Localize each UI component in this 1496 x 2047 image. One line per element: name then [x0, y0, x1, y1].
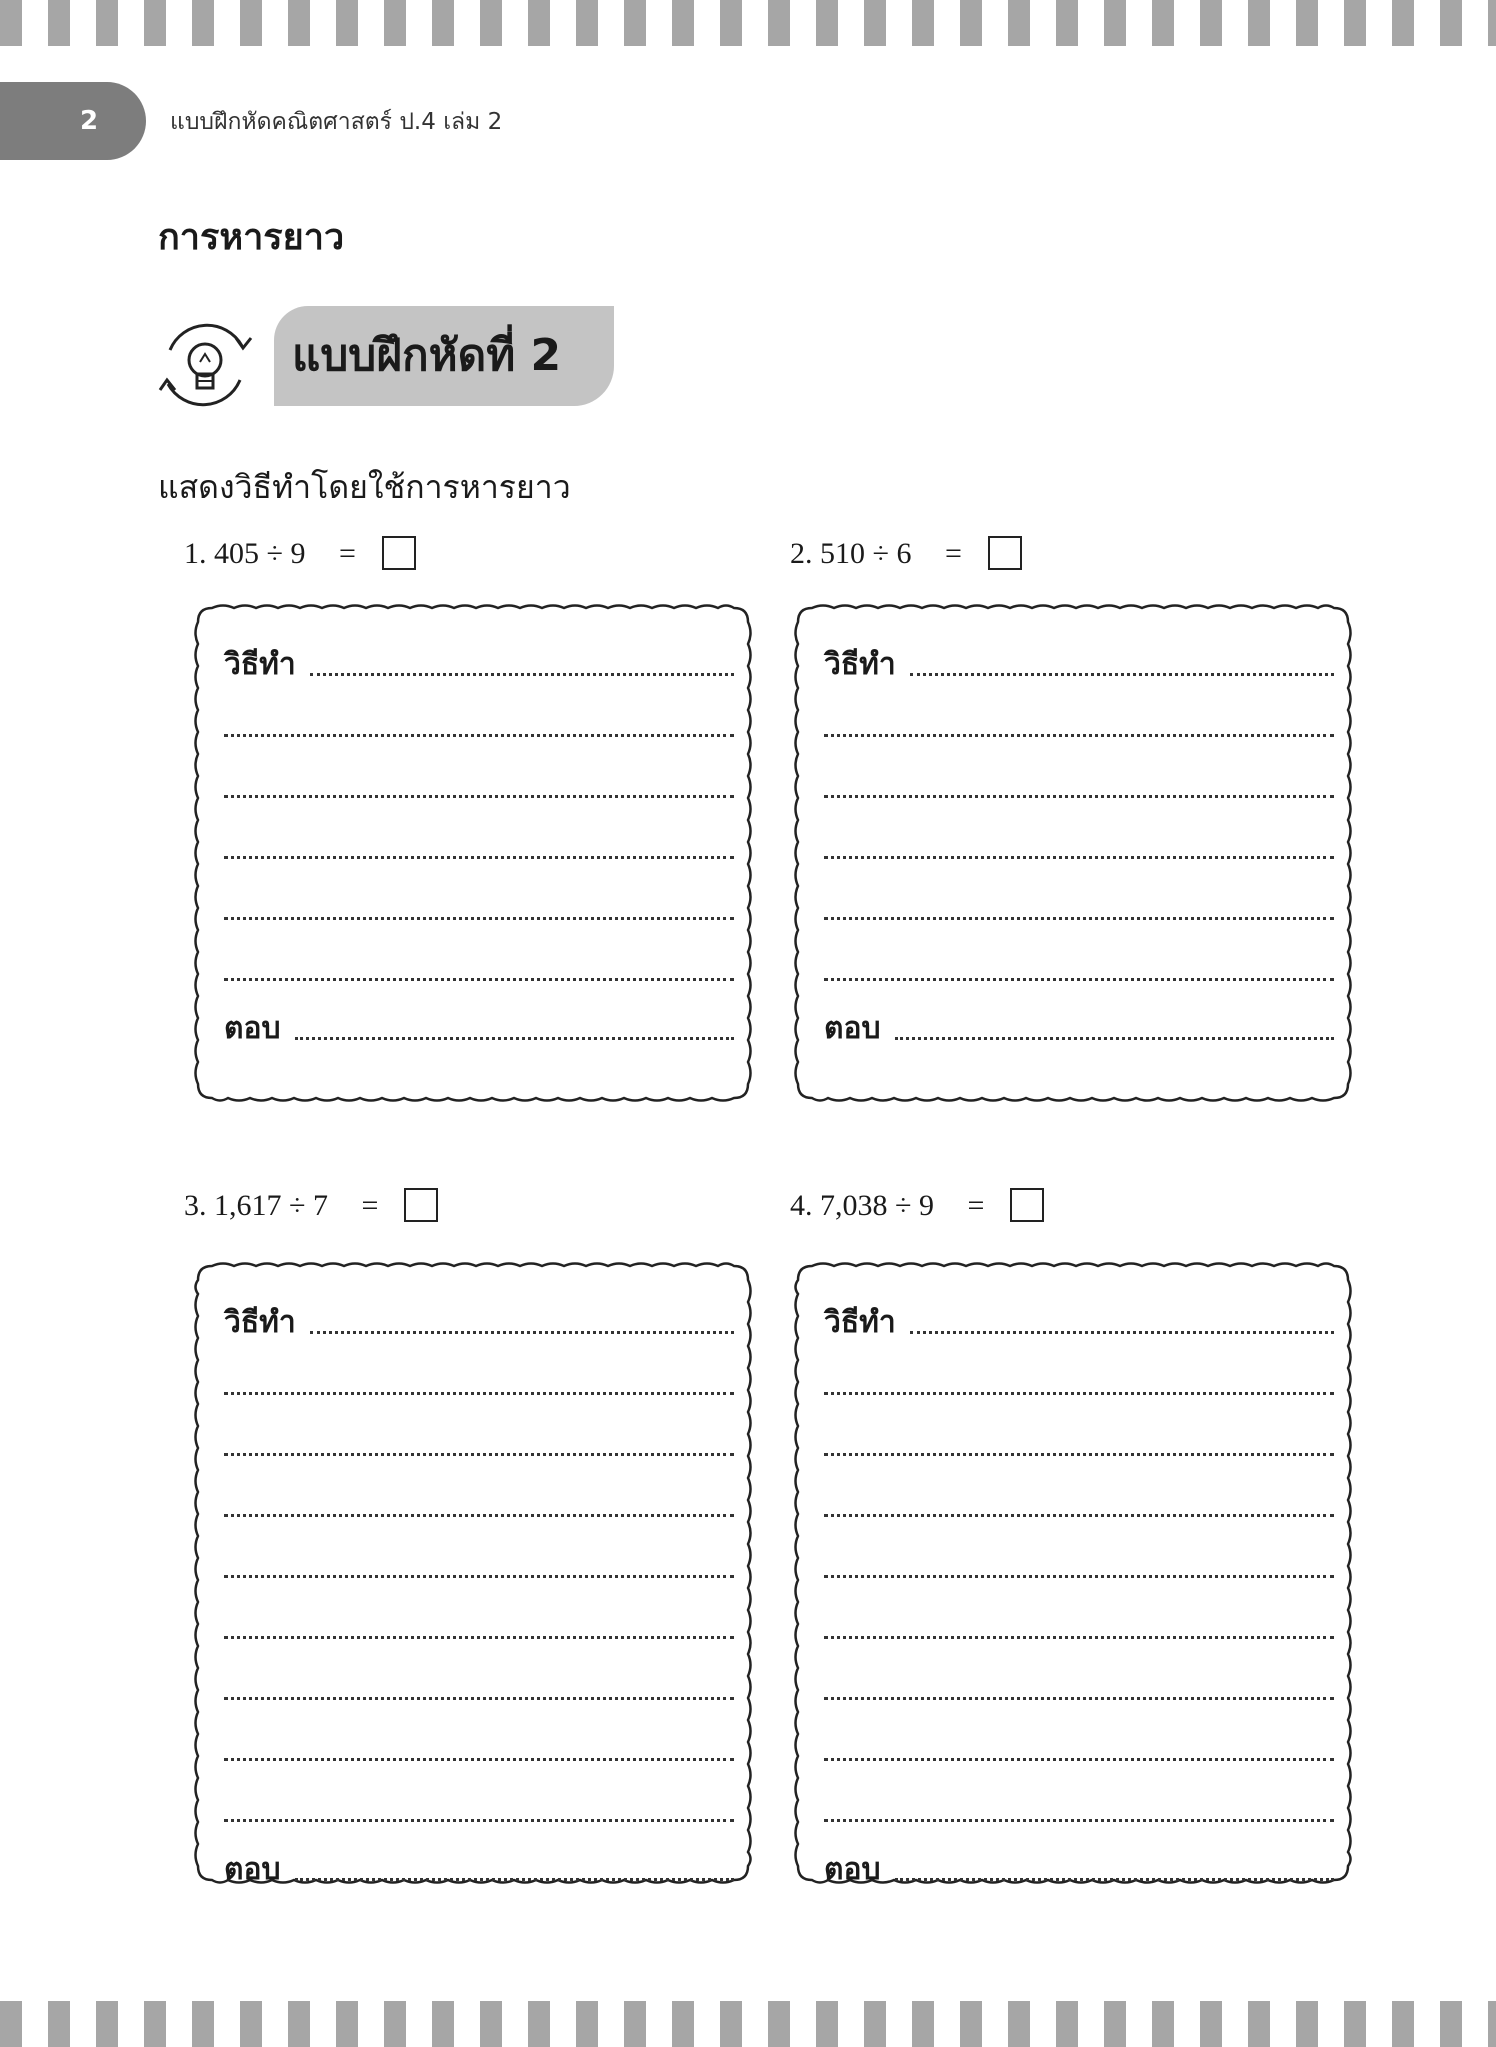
- dotted-writing-line[interactable]: [824, 917, 1334, 920]
- stripe-segment: [768, 0, 790, 46]
- work-box-2: [790, 600, 1356, 1106]
- blank-line[interactable]: [824, 1491, 1334, 1521]
- dotted-writing-line[interactable]: [310, 1331, 734, 1334]
- method-line[interactable]: [824, 1305, 1334, 1340]
- work-box-1: [190, 600, 756, 1106]
- stripe-segment: [960, 0, 982, 46]
- problem-number: 2.: [790, 537, 813, 570]
- blank-line[interactable]: [224, 1369, 734, 1399]
- dotted-writing-line[interactable]: [224, 1392, 734, 1395]
- dotted-writing-line[interactable]: [824, 1636, 1334, 1639]
- stripe-segment: [1344, 0, 1366, 46]
- problem-2: [790, 534, 1022, 574]
- problem-expression: 7,038 ÷ 9: [820, 1189, 934, 1222]
- blank-line[interactable]: [824, 772, 1334, 802]
- section-title: การหารยาว: [158, 217, 345, 258]
- stripe-segment: [1392, 2001, 1414, 2047]
- page-number: 2: [79, 106, 99, 136]
- dotted-writing-line[interactable]: [910, 673, 1334, 676]
- stripe-segment: [1440, 0, 1462, 46]
- stripe-segment: [0, 0, 22, 46]
- stripe-segment: [336, 2001, 358, 2047]
- answer-box[interactable]: [382, 536, 416, 570]
- stripe-segment: [1392, 0, 1414, 46]
- dotted-writing-line[interactable]: [295, 1037, 734, 1040]
- blank-line[interactable]: [224, 955, 734, 985]
- dotted-writing-line[interactable]: [824, 795, 1334, 798]
- dotted-writing-line[interactable]: [224, 1697, 734, 1700]
- blank-line[interactable]: [824, 1613, 1334, 1643]
- equals-sign: =: [338, 537, 356, 570]
- stripe-segment: [1296, 0, 1318, 46]
- blank-line[interactable]: [824, 833, 1334, 863]
- blank-line[interactable]: [224, 1552, 734, 1582]
- exercise-title: แบบฝึกหัดที่ 2: [292, 330, 562, 381]
- stripe-segment: [144, 0, 166, 46]
- blank-line[interactable]: [824, 1552, 1334, 1582]
- dotted-writing-line[interactable]: [224, 1636, 734, 1639]
- stripe-segment: [1344, 2001, 1366, 2047]
- method-label: วิธีทำ: [824, 1305, 896, 1340]
- work-box-4: [790, 1258, 1356, 1888]
- stripe-segment: [432, 2001, 454, 2047]
- stripe-segment: [720, 0, 742, 46]
- blank-line[interactable]: [824, 1796, 1334, 1826]
- equals-sign: =: [944, 537, 962, 570]
- blank-line[interactable]: [224, 1674, 734, 1704]
- work-box-3: [190, 1258, 756, 1888]
- blank-line[interactable]: [224, 1735, 734, 1765]
- method-label: วิธีทำ: [824, 647, 896, 682]
- stripe-segment: [1296, 2001, 1318, 2047]
- equals-sign: =: [361, 1189, 379, 1222]
- bottom-stripe-border: [0, 2001, 1496, 2047]
- stripe-segment: [1008, 0, 1030, 46]
- stripe-segment: [48, 2001, 70, 2047]
- problem-number: 3.: [184, 1189, 207, 1222]
- answer-label: ตอบ: [224, 1011, 281, 1046]
- dotted-writing-line[interactable]: [224, 856, 734, 859]
- stripe-segment: [384, 2001, 406, 2047]
- dotted-writing-line[interactable]: [910, 1331, 1334, 1334]
- dotted-writing-line[interactable]: [224, 917, 734, 920]
- dotted-writing-line[interactable]: [824, 1819, 1334, 1822]
- stripe-segment: [480, 0, 502, 46]
- stripe-segment: [720, 2001, 742, 2047]
- dotted-writing-line[interactable]: [224, 1514, 734, 1517]
- method-line[interactable]: [224, 1305, 734, 1340]
- answer-box[interactable]: [1010, 1188, 1044, 1222]
- blank-line[interactable]: [224, 894, 734, 924]
- stripe-segment: [624, 2001, 646, 2047]
- problem-4: [790, 1186, 1044, 1226]
- stripe-segment: [864, 2001, 886, 2047]
- problem-number: 4.: [790, 1189, 813, 1222]
- stripe-segment: [960, 2001, 982, 2047]
- answer-label: ตอบ: [824, 1852, 881, 1887]
- answer-line[interactable]: [224, 1852, 734, 1887]
- stripe-segment: [528, 0, 550, 46]
- stripe-segment: [1152, 0, 1174, 46]
- stripe-segment: [768, 2001, 790, 2047]
- stripe-segment: [1056, 0, 1078, 46]
- answer-line[interactable]: [824, 1852, 1334, 1887]
- problem-number: 1.: [184, 537, 207, 570]
- stripe-segment: [288, 2001, 310, 2047]
- problem-expression: 510 ÷ 6: [820, 537, 912, 570]
- problem-expression: 405 ÷ 9: [214, 537, 306, 570]
- running-title: แบบฝึกหัดคณิตศาสตร์ ป.4 เล่ม 2: [170, 109, 503, 135]
- answer-box[interactable]: [404, 1188, 438, 1222]
- stripe-segment: [624, 0, 646, 46]
- stripe-segment: [1488, 0, 1496, 46]
- stripe-segment: [576, 0, 598, 46]
- stripe-segment: [96, 2001, 118, 2047]
- blank-line[interactable]: [824, 1369, 1334, 1399]
- blank-line[interactable]: [824, 711, 1334, 741]
- stripe-segment: [240, 0, 262, 46]
- stripe-segment: [816, 2001, 838, 2047]
- dotted-writing-line[interactable]: [295, 1878, 734, 1881]
- stripe-segment: [1056, 2001, 1078, 2047]
- blank-line[interactable]: [224, 833, 734, 863]
- stripe-segment: [912, 2001, 934, 2047]
- dotted-writing-line[interactable]: [824, 1575, 1334, 1578]
- instruction-text: แสดงวิธีทำโดยใช้การหารยาว: [158, 468, 571, 506]
- blank-line[interactable]: [224, 1796, 734, 1826]
- method-label: วิธีทำ: [224, 1305, 296, 1340]
- page-number-tab: [0, 82, 146, 160]
- stripe-segment: [48, 0, 70, 46]
- blank-line[interactable]: [224, 1430, 734, 1460]
- blank-line[interactable]: [224, 1613, 734, 1643]
- stripe-segment: [288, 0, 310, 46]
- stripe-segment: [1248, 0, 1270, 46]
- stripe-segment: [1488, 2001, 1496, 2047]
- stripe-segment: [1200, 0, 1222, 46]
- stripe-segment: [96, 0, 118, 46]
- stripe-segment: [480, 2001, 502, 2047]
- dotted-writing-line[interactable]: [224, 1819, 734, 1822]
- answer-label: ตอบ: [224, 1852, 281, 1887]
- stripe-segment: [144, 2001, 166, 2047]
- dotted-writing-line[interactable]: [824, 1697, 1334, 1700]
- problem-expression: 1,617 ÷ 7: [214, 1189, 328, 1222]
- stripe-segment: [1104, 0, 1126, 46]
- stripe-segment: [1008, 2001, 1030, 2047]
- dotted-writing-line[interactable]: [224, 1758, 734, 1761]
- equals-sign: =: [967, 1189, 985, 1222]
- blank-line[interactable]: [224, 711, 734, 741]
- problem-1: [184, 534, 416, 574]
- dotted-writing-line[interactable]: [824, 856, 1334, 859]
- dotted-writing-line[interactable]: [224, 1453, 734, 1456]
- problem-3: [184, 1186, 438, 1226]
- stripe-segment: [528, 2001, 550, 2047]
- method-line[interactable]: [824, 647, 1334, 682]
- exercise-banner: [274, 306, 614, 406]
- stripe-segment: [576, 2001, 598, 2047]
- stripe-segment: [816, 0, 838, 46]
- dotted-writing-line[interactable]: [824, 1392, 1334, 1395]
- dotted-writing-line[interactable]: [824, 1758, 1334, 1761]
- answer-line[interactable]: [824, 1011, 1334, 1046]
- method-label: วิธีทำ: [224, 647, 296, 682]
- lightbulb-cycle-icon: [150, 310, 260, 420]
- blank-line[interactable]: [224, 772, 734, 802]
- stripe-segment: [1104, 2001, 1126, 2047]
- dotted-writing-line[interactable]: [824, 1514, 1334, 1517]
- top-stripe-border: [0, 0, 1496, 46]
- dotted-writing-line[interactable]: [224, 978, 734, 981]
- dotted-writing-line[interactable]: [895, 1037, 1334, 1040]
- answer-line[interactable]: [224, 1011, 734, 1046]
- dotted-writing-line[interactable]: [895, 1878, 1334, 1881]
- stripe-segment: [192, 0, 214, 46]
- blank-line[interactable]: [824, 1674, 1334, 1704]
- stripe-segment: [192, 2001, 214, 2047]
- stripe-segment: [240, 2001, 262, 2047]
- dotted-writing-line[interactable]: [824, 1453, 1334, 1456]
- dotted-writing-line[interactable]: [310, 673, 734, 676]
- stripe-segment: [864, 0, 886, 46]
- blank-line[interactable]: [824, 894, 1334, 924]
- stripe-segment: [336, 0, 358, 46]
- dotted-writing-line[interactable]: [224, 795, 734, 798]
- blank-line[interactable]: [824, 1430, 1334, 1460]
- stripe-segment: [912, 0, 934, 46]
- stripe-segment: [1440, 2001, 1462, 2047]
- dotted-writing-line[interactable]: [824, 978, 1334, 981]
- blank-line[interactable]: [224, 1491, 734, 1521]
- answer-box[interactable]: [988, 536, 1022, 570]
- stripe-segment: [1200, 2001, 1222, 2047]
- method-line[interactable]: [224, 647, 734, 682]
- stripe-segment: [672, 0, 694, 46]
- dotted-writing-line[interactable]: [224, 734, 734, 737]
- stripe-segment: [432, 0, 454, 46]
- answer-label: ตอบ: [824, 1011, 881, 1046]
- blank-line[interactable]: [824, 955, 1334, 985]
- stripe-segment: [384, 0, 406, 46]
- blank-line[interactable]: [824, 1735, 1334, 1765]
- stripe-segment: [672, 2001, 694, 2047]
- stripe-segment: [0, 2001, 22, 2047]
- dotted-writing-line[interactable]: [824, 734, 1334, 737]
- stripe-segment: [1152, 2001, 1174, 2047]
- stripe-segment: [1248, 2001, 1270, 2047]
- dotted-writing-line[interactable]: [224, 1575, 734, 1578]
